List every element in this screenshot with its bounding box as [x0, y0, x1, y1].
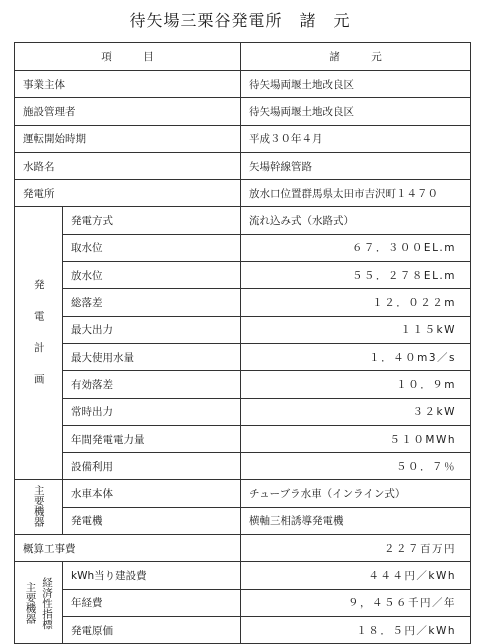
row-value: １１５kW: [241, 316, 471, 343]
row-label: 最大使用水量: [63, 343, 241, 370]
row-value: 平成３０年４月: [241, 125, 471, 152]
table-row: [15, 480, 471, 507]
group-sublabel-economy-text: 主要機器: [24, 581, 37, 624]
row-value: ５１０MWh: [241, 425, 471, 452]
row-value: １２．０２２m: [241, 289, 471, 316]
table-row: [15, 425, 471, 452]
table-row: [15, 562, 471, 589]
table-row: [15, 289, 471, 316]
row-label: 事業主体: [15, 71, 241, 98]
row-label: 施設管理者: [15, 98, 241, 125]
table-row: [15, 125, 471, 152]
row-label: 発電所: [15, 180, 241, 207]
row-value: ６７．３００EL.m: [241, 234, 471, 261]
row-label: 常時出力: [63, 398, 241, 425]
table-row: [15, 234, 471, 261]
row-label: 水車本体: [63, 480, 241, 507]
group-label-equipment: [15, 480, 63, 535]
header-item: 項 目: [15, 43, 241, 71]
row-value: ４４４円／kWh: [241, 562, 471, 589]
row-label: 設備利用: [63, 453, 241, 480]
row-value: 放水口位置群馬県太田市吉沢町１４７０: [241, 180, 471, 207]
group-label-plan: [15, 207, 63, 480]
row-label: 発電機: [63, 507, 241, 534]
page-title: 待矢場三栗谷発電所 諸 元: [129, 11, 351, 30]
table-row: [15, 316, 471, 343]
row-label: 水路名: [15, 152, 241, 179]
row-value: ９，４５６千円／年: [241, 589, 471, 616]
row-value: ３２kW: [241, 398, 471, 425]
row-label: 総落差: [63, 289, 241, 316]
row-label: kWh当り建設費: [63, 562, 241, 589]
table-row: [15, 371, 471, 398]
row-value: 流れ込み式（水路式）: [241, 207, 471, 234]
group-label-plan-text: 発電計画: [32, 278, 45, 405]
row-label: 運転開始時期: [15, 125, 241, 152]
table-row: [15, 535, 471, 562]
row-label: 概算工事費: [15, 535, 241, 562]
specification-table: [14, 42, 471, 644]
row-label: 年間発電電力量: [63, 425, 241, 452]
group-label-equipment-text: 主要機器: [32, 484, 45, 527]
row-label: 取水位: [63, 234, 241, 261]
header-spec: 諸 元: [241, 43, 471, 71]
row-label: 年経費: [63, 589, 241, 616]
table-row: [15, 589, 471, 616]
table-header-row: [15, 43, 471, 71]
row-label: 発電原価: [63, 616, 241, 643]
row-value: ５０．７％: [241, 453, 471, 480]
table-row: [15, 180, 471, 207]
row-label: 発電方式: [63, 207, 241, 234]
row-value: ５５．２７８EL.m: [241, 262, 471, 289]
group-label-economy: [15, 562, 63, 644]
row-value: １．４０m3／s: [241, 343, 471, 370]
table-row: [15, 507, 471, 534]
table-row: [15, 152, 471, 179]
row-value: １０．９m: [241, 371, 471, 398]
table-row: [15, 453, 471, 480]
row-label: 最大出力: [63, 316, 241, 343]
table-row: [15, 616, 471, 643]
table-row: [15, 207, 471, 234]
group-label-economy-text: 経済性指標: [41, 576, 53, 630]
row-value: 待矢場両堰土地改良区: [241, 98, 471, 125]
table-row: [15, 262, 471, 289]
row-value: １８．５円／kWh: [241, 616, 471, 643]
row-label: 放水位: [63, 262, 241, 289]
row-value: 横軸三相誘導発電機: [241, 507, 471, 534]
table-row: [15, 343, 471, 370]
row-label: 有効落差: [63, 371, 241, 398]
row-value: ２２７百万円: [241, 535, 471, 562]
table-row: [15, 71, 471, 98]
row-value: 待矢場両堰土地改良区: [241, 71, 471, 98]
row-value: 矢場幹線管路: [241, 152, 471, 179]
table-row: [15, 398, 471, 425]
row-value: チューブラ水車（インライン式）: [241, 480, 471, 507]
table-row: [15, 98, 471, 125]
